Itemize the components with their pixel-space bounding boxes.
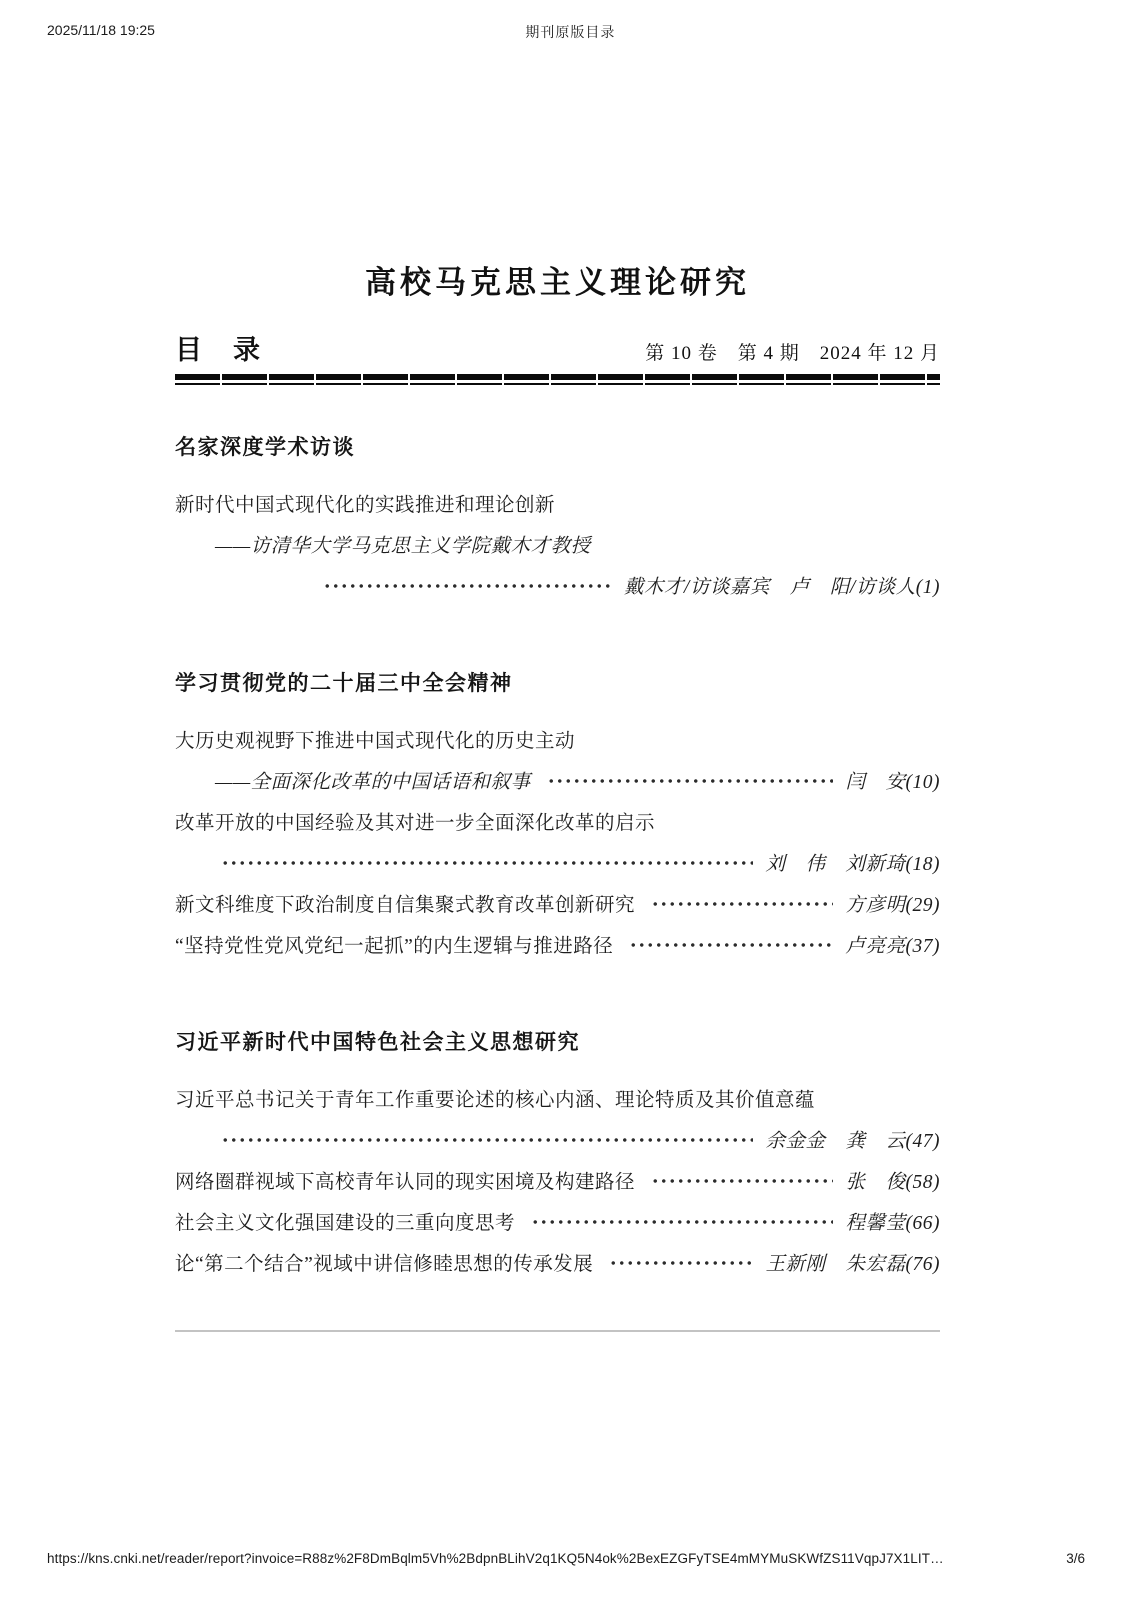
dot-leader — [651, 882, 832, 923]
dot-leader — [629, 923, 832, 964]
dot-leader — [323, 564, 611, 605]
section-heading: 学习贯彻党的二十届三中全会精神 — [175, 672, 513, 695]
section-heading: 习近平新时代中国特色社会主义思想研究 — [175, 1031, 580, 1054]
toc-content — [175, 0, 940, 1332]
toc-section — [175, 667, 940, 964]
toc-line — [175, 1077, 940, 1118]
toc-line — [175, 882, 940, 923]
article-authors-page: 闫 安(10) — [845, 771, 940, 793]
article-title: 大历史观视野下推进中国式现代化的历史主动 — [175, 730, 576, 752]
toc-sections — [175, 431, 940, 1282]
article-title: “坚持党性党风党纪一起抓”的内生逻辑与推进路径 — [175, 935, 614, 957]
issue-info: 第 10 卷 第 4 期 2024 年 12 月 — [645, 343, 940, 364]
source-url: https://kns.cnki.net/reader/report?invoice=R88z%2F8DmBqlm5Vh%2BdpnBLihV2q1KQ5N4ok%2BexEZGFyTSE4mMYMuSKWfZS11VqpJ7X1LIT… — [47, 1551, 944, 1566]
double-rule-thin — [175, 383, 940, 385]
dot-leader — [221, 841, 753, 882]
toc-line — [205, 841, 940, 882]
dot-leader — [651, 1159, 832, 1200]
toc-line — [175, 800, 940, 841]
double-rule-thick — [175, 374, 940, 380]
page-indicator: 3/6 — [1066, 1551, 1085, 1566]
article-title: 网络圈群视域下高校青年认同的现实困境及构建路径 — [175, 1171, 636, 1193]
print-doc-title: 期刊原版目录 — [525, 24, 616, 40]
article-subtitle: ——全面深化改革的中国话语和叙事 — [215, 771, 531, 793]
toc-line — [215, 523, 940, 564]
article-authors-page: 余金金 龚 云(47) — [765, 1130, 940, 1152]
toc-section — [175, 431, 940, 605]
section-heading: 名家深度学术访谈 — [175, 436, 355, 459]
article-title: 论“第二个结合”视域中讲信修睦思想的传承发展 — [175, 1253, 594, 1275]
article-title: 改革开放的中国经验及其对进一步全面深化改革的启示 — [175, 812, 656, 834]
article-authors-page: 卢亮亮(37) — [845, 935, 940, 957]
article-subtitle: ——访清华大学马克思主义学院戴木才教授 — [215, 535, 591, 557]
article-title: 新文科维度下政治制度自信集聚式教育改革创新研究 — [175, 894, 636, 916]
article-authors-page: 戴木才/访谈嘉宾 卢 阳/访谈人(1) — [623, 576, 940, 598]
toc-section — [175, 1026, 940, 1282]
bottom-divider — [175, 1330, 940, 1332]
toc-line — [175, 1200, 940, 1241]
toc-line — [205, 1118, 940, 1159]
dot-leader — [221, 1118, 753, 1159]
article-authors-page: 方彦明(29) — [845, 894, 940, 916]
print-footer — [47, 1551, 1085, 1566]
journal-title: 高校马克思主义理论研究 — [365, 265, 750, 300]
dot-leader — [609, 1241, 752, 1282]
article-authors-page: 刘 伟 刘新琦(18) — [765, 853, 940, 875]
toc-line — [175, 482, 940, 523]
dot-leader — [531, 1200, 832, 1241]
toc-label: 目 录 — [175, 335, 262, 365]
toc-line — [215, 759, 940, 800]
dot-leader — [547, 759, 833, 800]
toc-line — [307, 564, 940, 605]
toc-line — [175, 718, 940, 759]
toc-head — [175, 328, 940, 367]
article-title: 新时代中国式现代化的实践推进和理论创新 — [175, 494, 556, 516]
article-authors-page: 王新刚 朱宏磊(76) — [765, 1253, 940, 1275]
article-title: 社会主义文化强国建设的三重向度思考 — [175, 1212, 516, 1234]
article-authors-page: 程馨莹(66) — [845, 1212, 940, 1234]
toc-line — [175, 1241, 940, 1282]
toc-line — [175, 923, 940, 964]
toc-line — [175, 1159, 940, 1200]
print-timestamp: 2025/11/18 19:25 — [47, 22, 155, 38]
article-title: 习近平总书记关于青年工作重要论述的核心内涵、理论特质及其价值意蕴 — [175, 1089, 816, 1111]
article-authors-page: 张 俊(58) — [845, 1171, 940, 1193]
